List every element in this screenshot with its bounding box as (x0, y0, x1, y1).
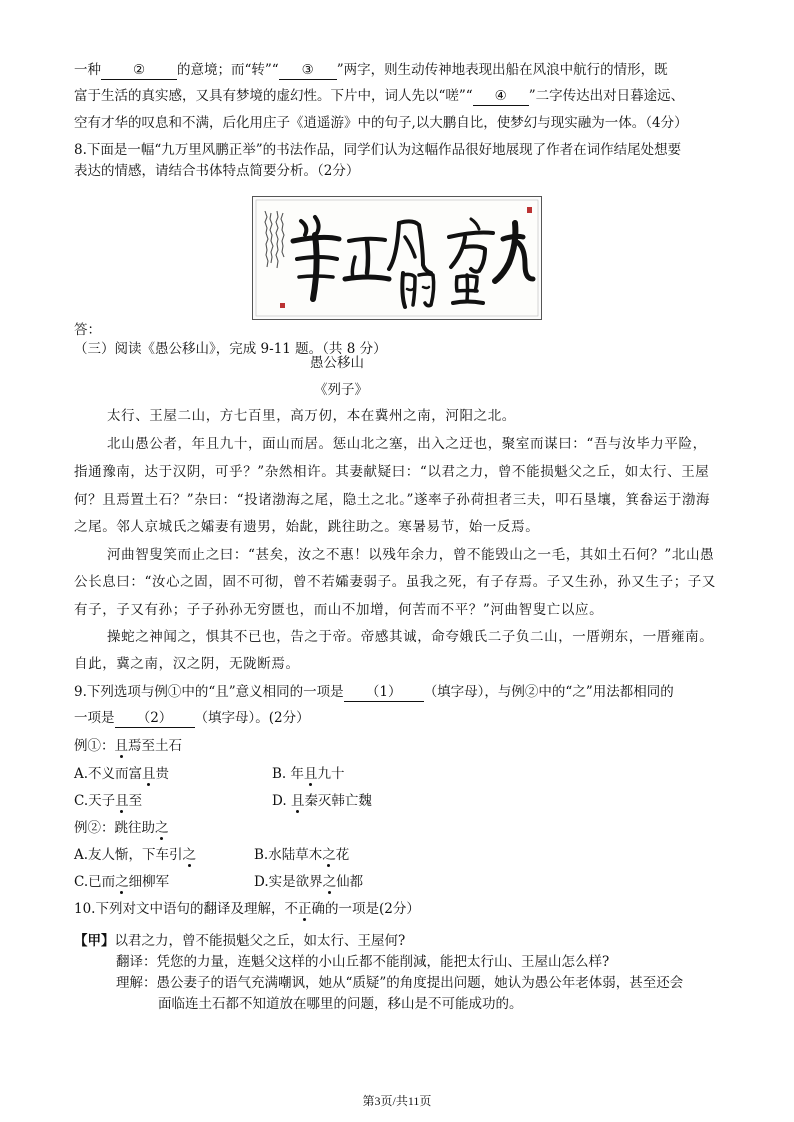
passage-p3-2: 公长息曰：“汝心之固，固不可彻，曾不若孀妻弱子。虽我之死，有子存焉。子又生孙，孙又生子；子又 (74, 574, 716, 590)
passage-p2-4: 之尾。邻人京城氏之孀妻有遗男，始龀，跳往助之。寒暑易节，始一反焉。 (74, 519, 540, 535)
q9-option-c: C.天子且至 (74, 793, 143, 809)
blank-2: ② (101, 61, 177, 80)
passage-p4-1: 操蛇之神闻之，惧其不已也，告之于帝。帝感其诚，命夸娥氏二子负二山，一厝朔东，一厝雍南。 (107, 629, 714, 645)
top-line-1: 一种 ② 的意境；而“转”“ ③ ”两字，则生动传神地表现出船在风浪中航行的情形，既 (74, 62, 668, 78)
top-line-2: 富于生活的真实感，又具有梦境的虚幻性。下片中，词人先以“嗟”“ ④ ”二字传达出对日暮途远、 (74, 88, 685, 104)
passage-p4-2: 自此，冀之南，汉之阴，无陇断焉。 (74, 656, 300, 672)
page-footer: 第3页/共11页 (362, 1094, 432, 1108)
passage-p3-3: 有子，子又有孙；子子孙孙无穷匮也，而山不加增，何苦而不平？”河曲智叟亡以应。 (74, 602, 604, 618)
q9-line-1: 9.下列选项与例①中的“且”意义相同的一项是 （1） （填字母），与例②中的“之”用法都相同的 (74, 684, 674, 700)
q8-line-2: 表达的情感，请结合书体特点简要分析。（2分） (74, 163, 360, 179)
top-line-3: 空有才华的叹息和不满，后化用庄子《逍遥游》中的句子,以大鹏自比，使梦幻与现实融为一体。（4分） (74, 115, 688, 131)
q9-example-1: 例①：且焉至土石 (74, 738, 182, 754)
q9-option-b2: B.水陆草木之花 (254, 847, 350, 863)
q9-option-b: B. 年且九十 (272, 766, 345, 782)
q10-understanding-2: 面临连土石都不知道放在哪里的问题，移山是不可能成功的。 (158, 996, 523, 1012)
q9-option-a: A.不义而富且贵 (74, 766, 170, 782)
passage-p1: 太行、王屋二山，方七百里，高万仞，本在冀州之南，河阳之北。 (107, 408, 516, 424)
q9-line-2: 一项是 （2） （填字母）。(2分） (74, 710, 310, 726)
q8-line-1: 8.下面是一幅“九万里风鹏正举”的书法作品，同学们认为这幅作品很好地展现了作者在词作结尾处想要 (74, 142, 682, 158)
passage-p3-1: 河曲智叟笑而止之曰：“甚矣，汝之不惠！以残年余力，曾不能毁山之一毛，其如土石何？”北山愚 (107, 547, 715, 563)
blank-4: ④ (473, 87, 529, 106)
passage-p2-3: 何？且焉置土石？”杂曰：“投诸渤海之尾，隐土之北。”遂率子孙荷担者三夫，叩石垦壤，箕畚运于渤海 (74, 492, 711, 508)
calligraphy-image (253, 197, 541, 319)
passage-p2-1: 北山愚公者，年且九十，面山而居。惩山北之塞，出入之迂也，聚室而谋曰：“吾与汝毕力平险， (107, 436, 707, 452)
q10-translation: 翻译：凭您的力量，连魁父这样的小山丘都不能削減，能把太行山、王屋山怎么样? (116, 954, 610, 970)
passage-p2-2: 指通豫南，达于汉阴，可乎？”杂然相许。其妻献疑曰：“以君之力，曾不能损魁父之丘，如太行、王屋 (74, 464, 710, 480)
q10-jia: 【甲】以君之力，曾不能损魁父之丘，如太行、王屋何? (74, 933, 406, 949)
passage-author: 《列子》 (314, 382, 368, 398)
blank-3: ③ (279, 61, 337, 80)
q9-option-d: D. 且秦灭韩亡魏 (272, 793, 372, 809)
passage-title: 愚公移山 (310, 355, 364, 371)
calligraphy-artwork (252, 196, 542, 320)
q8-answer-label: 答： (74, 322, 101, 338)
q9-blank-2: （2） (115, 709, 195, 728)
q9-option-a2: A.友人惭，下车引之 (74, 847, 197, 863)
q10-understanding-1: 理解：愚公妻子的语气充满嘲讽，她从“质疑”的角度提出问题，她认为愚公年老体弱，甚至还会 (116, 975, 684, 991)
section3-header: （三）阅读《愚公移山》，完成 9-11 题。（共 8 分） (74, 341, 387, 357)
q9-option-c2: C.已而之细柳军 (74, 874, 170, 890)
q9-option-d2: D.实是欲界之仙都 (254, 874, 364, 890)
q9-blank-1: （1） (344, 683, 424, 702)
q10-stem: 10.下列对文中语句的翻译及理解，不正确的一项是(2分） (74, 901, 420, 917)
q9-example-2: 例②：跳往助之 (74, 820, 169, 836)
